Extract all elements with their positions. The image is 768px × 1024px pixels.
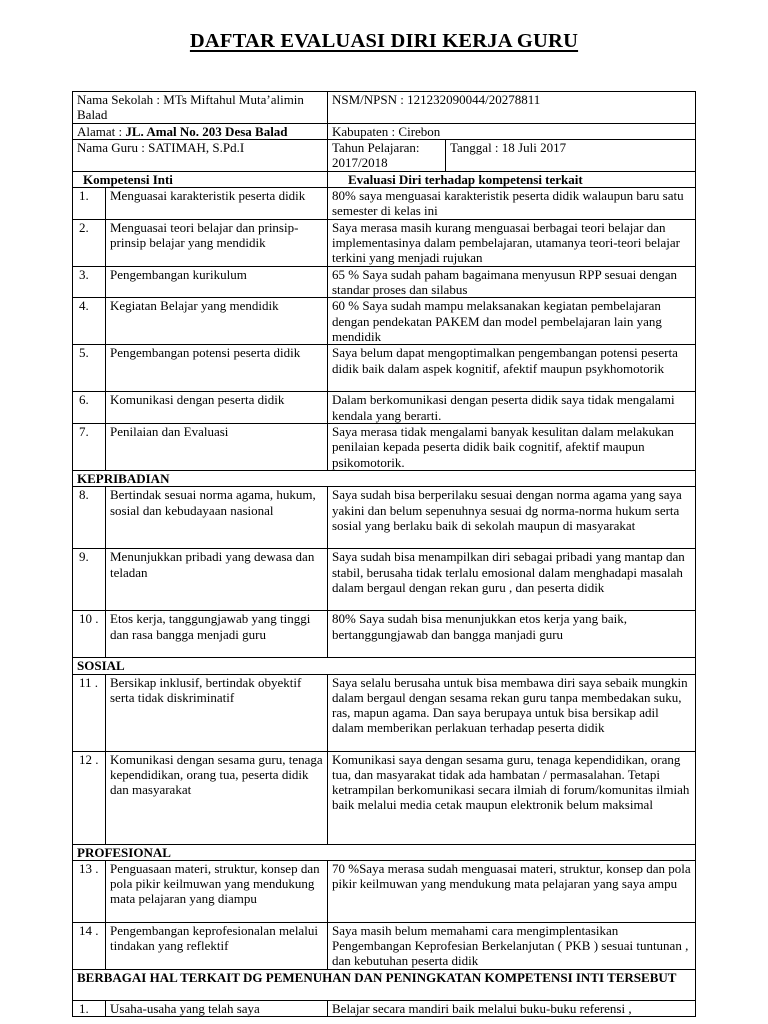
competency-cell: Etos kerja, tanggungjawab yang tinggi dan rasa bangga menjadi guru bbox=[106, 611, 328, 658]
report-date: Tanggal : 18 Juli 2017 bbox=[450, 139, 567, 155]
competency-cell: Menunjukkan pribadi yang dewasa dan teladan bbox=[106, 549, 328, 611]
row-number: 9. bbox=[73, 549, 106, 611]
row-number: 11 . bbox=[73, 674, 106, 751]
row-number: 7. bbox=[73, 423, 106, 470]
row-number: 6. bbox=[73, 392, 106, 424]
competency-cell: Penguasaan materi, struktur, konsep dan pola pikir keilmuwan yang mendukung mata pelajaran yang diampu bbox=[106, 860, 328, 922]
competency-cell: Bersikap inklusif, bertindak obyektif serta tidak diskriminatif bbox=[106, 674, 328, 751]
evaluation-cell: Saya selalu berusaha untuk bisa membawa diri saya sebaik mungkin dalam bergaul dengan sesama rekan guru tanpa membedakan suku, ras, mapun agama. Dan saya berupaya untuk bisa bersikap adil dalam memberikan perlakuan terhadap peserta didik bbox=[328, 674, 696, 751]
table-row bbox=[73, 1000, 696, 1016]
evaluation-cell: Saya merasa tidak mengalami banyak kesulitan dalam melakukan penilaian kepada peserta didik baik cognitif, afektif maupun psikomotorik. bbox=[328, 423, 696, 470]
section-kepribadian bbox=[73, 470, 696, 486]
table-row bbox=[73, 392, 696, 424]
evaluation-cell: Saya merasa masih kurang menguasai berbagai teori belajar dan implementasinya dalam pembelajaran, utamanya teori-teori belajar terkini yang menjadi rujukan bbox=[328, 219, 696, 266]
competency-cell: Menguasai karakteristik peserta didik bbox=[106, 188, 328, 220]
section-profesional bbox=[73, 844, 696, 860]
section-title: KEPRIBADIAN bbox=[73, 470, 696, 486]
row-number: 2. bbox=[73, 219, 106, 266]
school-year: Tahun Pelajaran: 2017/2018 bbox=[328, 140, 446, 171]
section-sosial bbox=[73, 658, 696, 674]
header-row-teacher bbox=[73, 139, 696, 171]
table-row bbox=[73, 298, 696, 345]
competency-cell: Bertindak sesuai norma agama, hukum, sosial dan kebudayaan nasional bbox=[106, 487, 328, 549]
teacher-name-cell: Nama Guru : SATIMAH, S.Pd.I bbox=[73, 139, 328, 171]
table-row bbox=[73, 860, 696, 922]
row-number: 13 . bbox=[73, 860, 106, 922]
header-row-school bbox=[73, 92, 696, 124]
evaluation-cell: Saya belum dapat mengoptimalkan pengembangan potensi peserta didik baik dalam aspek kognitif, afektif maupun psykhomotorik bbox=[328, 345, 696, 392]
evaluation-cell: 65 % Saya sudah paham bagaimana menyusun RPP sesuai dengan standar proses dan silabus bbox=[328, 266, 696, 298]
row-number: 5. bbox=[73, 345, 106, 392]
competency-cell: Komunikasi dengan peserta didik bbox=[106, 392, 328, 424]
section-title: BERBAGAI HAL TERKAIT DG PEMENUHAN DAN PENINGKATAN KOMPETENSI INTI TERSEBUT bbox=[73, 969, 696, 1000]
evaluation-cell: 70 %Saya merasa sudah menguasai materi, struktur, konsep dan pola pikir keilmuwan yang mendukung mata pelajaran yang saya ampu bbox=[328, 860, 696, 922]
evaluation-cell: 60 % Saya sudah mampu melaksanakan kegiatan pembelajaran dengan pendekatan PAKEM dan model pembelajaran lain yang mendidik bbox=[328, 298, 696, 345]
row-number: 12 . bbox=[73, 751, 106, 844]
table-row bbox=[73, 188, 696, 220]
evaluation-cell: Saya sudah bisa menampilkan diri sebagai pribadi yang mantap dan stabil, berusaha tidak terlalu emosional dalam menghadapi masalah dalam bergaul dengan rekan guru , dan peserta didik bbox=[328, 549, 696, 611]
table-row bbox=[73, 423, 696, 470]
competency-cell: Pengembangan keprofesionalan melalui tindakan yang reflektif bbox=[106, 922, 328, 969]
table-row bbox=[73, 922, 696, 969]
evaluation-cell: Saya sudah bisa berperilaku sesuai dengan norma agama yang saya yakini dan belum sepenuhnya sesuai dg norma-norma hukum serta sosial yang berlaku baik di sekolah maupun di masyarakat bbox=[328, 487, 696, 549]
row-number: 10 . bbox=[73, 611, 106, 658]
row-number: 3. bbox=[73, 266, 106, 298]
table-row bbox=[73, 674, 696, 751]
header-row-address bbox=[73, 123, 696, 139]
page-title: DAFTAR EVALUASI DIRI KERJA GURU bbox=[189, 30, 579, 52]
competency-cell: Menguasai teori belajar dan prinsip-prinsip belajar yang mendidik bbox=[106, 219, 328, 266]
competency-cell: Penilaian dan Evaluasi bbox=[106, 423, 328, 470]
address-cell bbox=[73, 123, 328, 139]
row-number: 1. bbox=[73, 188, 106, 220]
address-value: JL. Amal No. 203 Desa Balad bbox=[125, 123, 288, 139]
section-berbagai-hal bbox=[73, 969, 696, 1000]
section-title: SOSIAL bbox=[73, 658, 696, 674]
row-number: 14 . bbox=[73, 922, 106, 969]
row-number: 4. bbox=[73, 298, 106, 345]
competency-cell: Pengembangan kurikulum bbox=[106, 266, 328, 298]
evaluation-cell: 80% saya menguasai karakteristik peserta didik walaupun baru satu semester di kelas ini bbox=[328, 188, 696, 220]
row-number: 8. bbox=[73, 487, 106, 549]
table-row bbox=[73, 549, 696, 611]
evaluation-cell: Belajar secara mandiri baik melalui buku-buku referensi , bbox=[328, 1000, 696, 1016]
table-row bbox=[73, 266, 696, 298]
evaluation-cell: Komunikasi saya dengan sesama guru, tenaga kependidikan, orang tua, dan masyarakat tidak ada hambatan / permasalahan. Tetapi ketrampilan berkomunikasi secara ilmiah di forum/komunitas ilmiah baik melalui media cetak maupun elektronik belum maksimal bbox=[328, 751, 696, 844]
competency-cell: Komunikasi dengan sesama guru, tenaga kependidikan, orang tua, peserta didik dan masyarakat bbox=[106, 751, 328, 844]
table-row bbox=[73, 345, 696, 392]
table-row bbox=[73, 751, 696, 844]
table-row bbox=[73, 219, 696, 266]
address-label: Alamat : bbox=[77, 123, 126, 139]
section-title: PROFESIONAL bbox=[73, 844, 696, 860]
row-number: 1. bbox=[73, 1000, 106, 1016]
evaluation-cell: Saya masih belum memahami cara mengimplentasikan Pengembangan Keprofesian Berkelanjutan ( PKB ) sesuai tuntunan , dan kebutuhan peserta didik bbox=[328, 922, 696, 969]
column-header-row bbox=[73, 171, 696, 187]
year-date-cell bbox=[328, 139, 696, 171]
competency-cell: Pengembangan potensi peserta didik bbox=[106, 345, 328, 392]
evaluation-table bbox=[72, 91, 696, 1017]
district-cell: Kabupaten : Cirebon bbox=[328, 123, 696, 139]
competency-cell: Kegiatan Belajar yang mendidik bbox=[106, 298, 328, 345]
evaluation-cell: Dalam berkomunikasi dengan peserta didik saya tidak mengalami kendala yang berarti. bbox=[328, 392, 696, 424]
table-row bbox=[73, 487, 696, 549]
table-row bbox=[73, 611, 696, 658]
evaluation-column-header: Evaluasi Diri terhadap kompetensi terkait bbox=[328, 171, 696, 187]
school-name-cell: Nama Sekolah : MTs Miftahul Muta’alimin Balad bbox=[73, 92, 328, 124]
competency-column-header: Kompetensi Inti bbox=[73, 171, 328, 187]
nsm-npsn-cell: NSM/NPSN : 121232090044/20278811 bbox=[328, 92, 696, 124]
evaluation-cell: 80% Saya sudah bisa menunjukkan etos kerja yang baik, bertanggungjawab dan bangga manjadi guru bbox=[328, 611, 696, 658]
competency-cell: Usaha-usaha yang telah saya bbox=[106, 1000, 328, 1016]
